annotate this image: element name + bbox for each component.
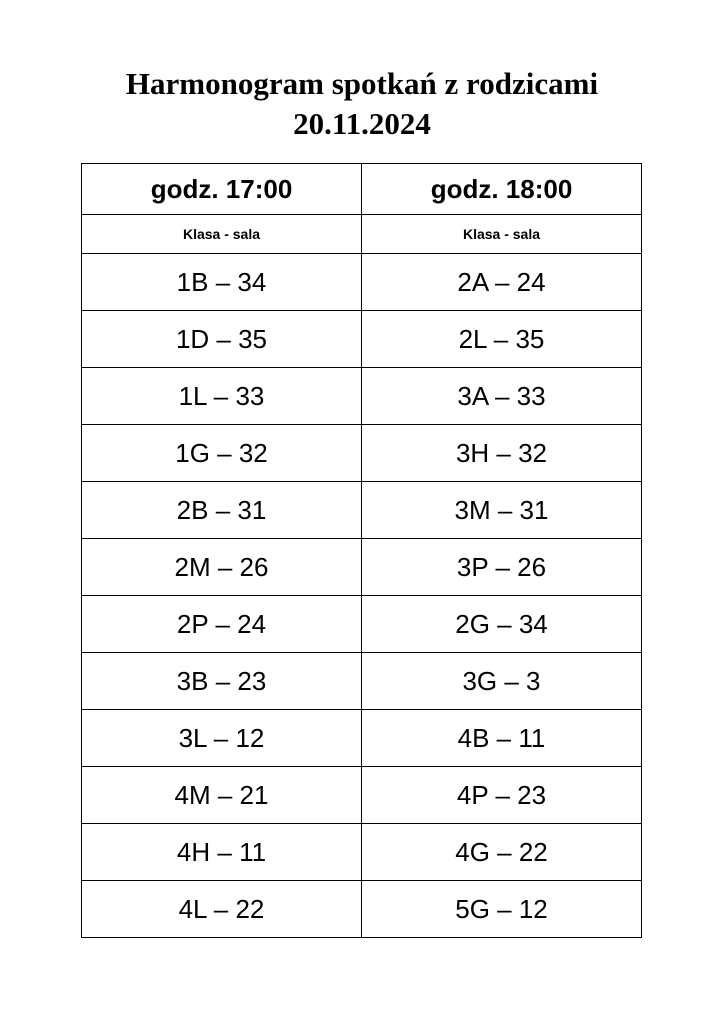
- page-title: [0, 64, 724, 144]
- class-room-1700: 1L – 33: [82, 368, 362, 425]
- class-room-1700: 2B – 31: [82, 482, 362, 539]
- class-room-1800: 3P – 26: [362, 539, 642, 596]
- class-room-1700: 2P – 24: [82, 596, 362, 653]
- table-row: [82, 368, 642, 425]
- schedule-table: [81, 163, 642, 938]
- class-room-1700: 4M – 21: [82, 767, 362, 824]
- column-subheader-1700: Klasa - sala: [82, 215, 362, 254]
- class-room-1800: 3G – 3: [362, 653, 642, 710]
- header-row: [82, 164, 642, 215]
- class-room-1800: 4P – 23: [362, 767, 642, 824]
- table-row: [82, 254, 642, 311]
- class-room-1800: 2L – 35: [362, 311, 642, 368]
- class-room-1800: 3M – 31: [362, 482, 642, 539]
- column-header-1700: godz. 17:00: [82, 164, 362, 215]
- table-row: [82, 881, 642, 938]
- class-room-1800: 5G – 12: [362, 881, 642, 938]
- schedule-table-body: [82, 254, 642, 938]
- table-row: [82, 311, 642, 368]
- class-room-1700: 4L – 22: [82, 881, 362, 938]
- class-room-1800: 2A – 24: [362, 254, 642, 311]
- class-room-1700: 3B – 23: [82, 653, 362, 710]
- title-line-1: Harmonogram spotkań z rodzicami: [125, 66, 599, 101]
- table-row: [82, 824, 642, 881]
- table-row: [82, 539, 642, 596]
- title-date: 20.11.2024: [293, 106, 431, 141]
- class-room-1700: 1B – 34: [82, 254, 362, 311]
- table-row: [82, 482, 642, 539]
- class-room-1700: 1G – 32: [82, 425, 362, 482]
- column-subheader-1800: Klasa - sala: [362, 215, 642, 254]
- table-row: [82, 767, 642, 824]
- table-row: [82, 596, 642, 653]
- class-room-1700: 4H – 11: [82, 824, 362, 881]
- class-room-1800: 4G – 22: [362, 824, 642, 881]
- class-room-1800: 4B – 11: [362, 710, 642, 767]
- schedule-table-head: [82, 164, 642, 254]
- subheader-row: [82, 215, 642, 254]
- table-row: [82, 425, 642, 482]
- class-room-1800: 3H – 32: [362, 425, 642, 482]
- column-header-1800: godz. 18:00: [362, 164, 642, 215]
- class-room-1700: 3L – 12: [82, 710, 362, 767]
- class-room-1800: 3A – 33: [362, 368, 642, 425]
- table-row: [82, 710, 642, 767]
- class-room-1700: 2M – 26: [82, 539, 362, 596]
- class-room-1700: 1D – 35: [82, 311, 362, 368]
- table-row: [82, 653, 642, 710]
- class-room-1800: 2G – 34: [362, 596, 642, 653]
